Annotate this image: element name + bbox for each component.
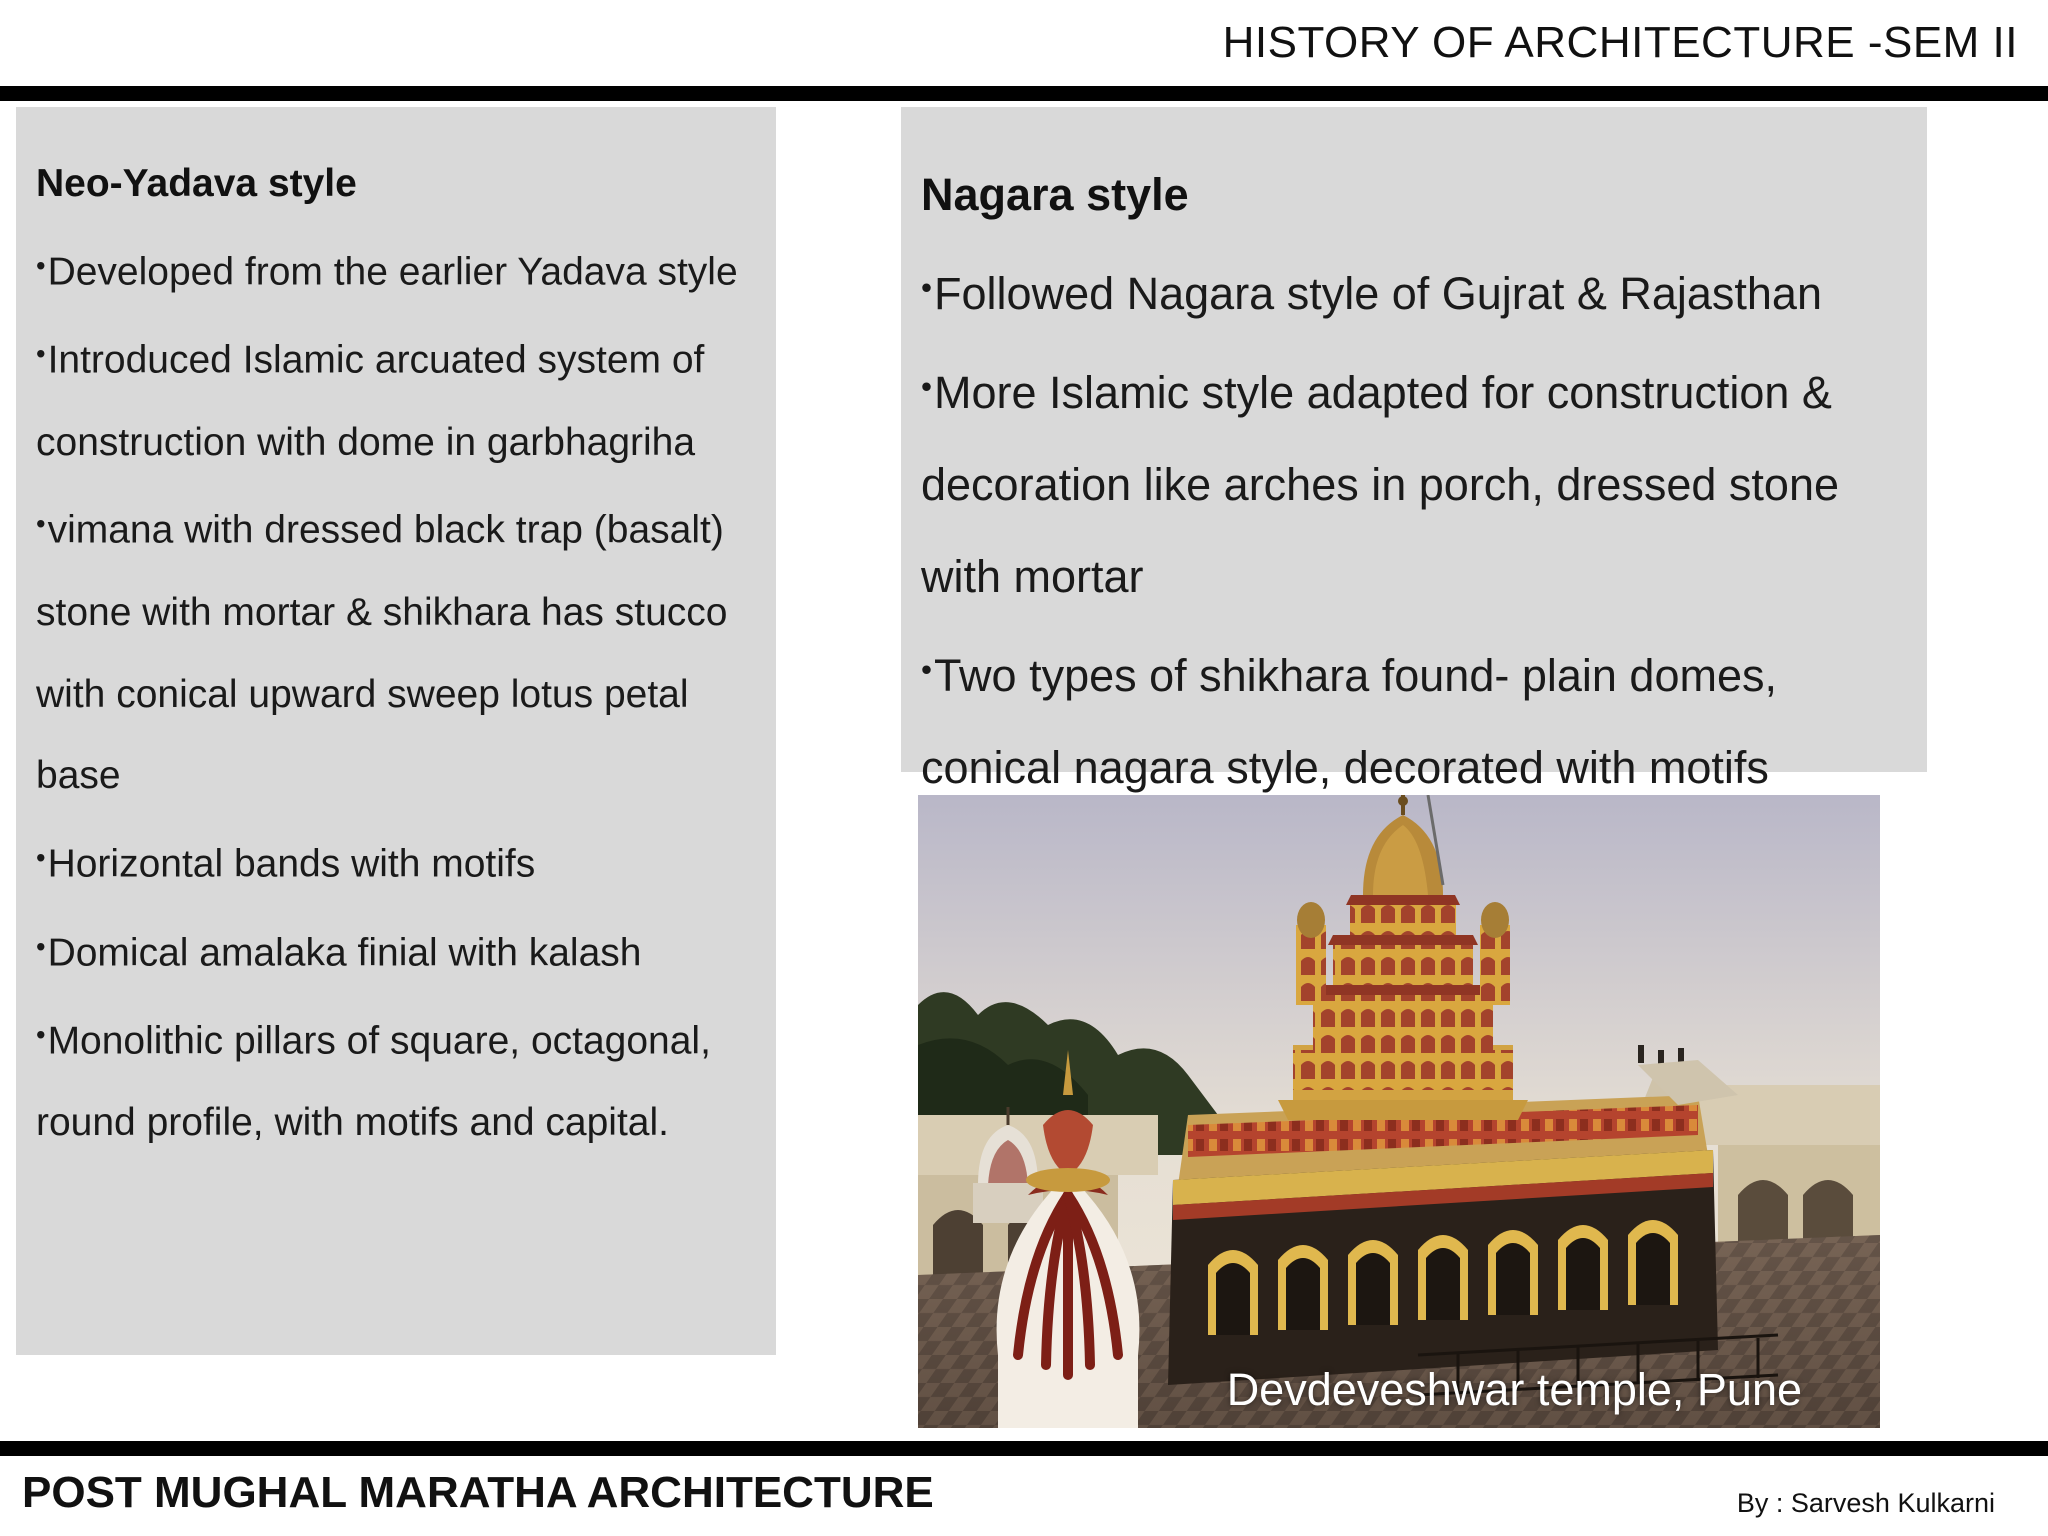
list-item: •Domical amalaka finial with kalash <box>36 930 642 975</box>
photo-caption: Devdeveshwar temple, Pune <box>1226 1364 1802 1415</box>
list-item: •Followed Nagara style of Gujrat & Rajasthan <box>921 268 1822 320</box>
bullet-icon: • <box>36 338 46 370</box>
list-item: •Introduced Islamic arcuated system of construction with dome in garbhagriha <box>36 338 705 464</box>
footer-title: POST MUGHAL MARATHA ARCHITECTURE <box>22 1468 934 1517</box>
list-item: •Horizontal bands with motifs <box>36 842 536 886</box>
neo-yadava-heading: Neo-Yadava style <box>36 162 357 205</box>
temple-photo <box>918 795 1880 1428</box>
list-item: •Developed from the earlier Yadava style <box>36 250 738 294</box>
nagara-panel <box>901 107 1927 794</box>
bullet-icon: • <box>36 842 46 874</box>
bullet-icon: • <box>36 930 46 962</box>
bullet-icon: • <box>36 508 46 540</box>
bullet-icon: • <box>921 368 933 405</box>
header-rule <box>0 86 2048 101</box>
bullet-icon: • <box>36 1018 46 1050</box>
list-item: •More Islamic style adapted for construction & decoration like arches in porch, dressed stone with mortar <box>921 367 1840 603</box>
bullet-icon: • <box>921 651 933 688</box>
nagara-list <box>921 241 1907 814</box>
page-header-title: HISTORY OF ARCHITECTURE -SEM II <box>1222 18 2018 67</box>
list-item: •Two types of shikhara found- plain domes, conical nagara style, decorated with motifs <box>921 650 1777 794</box>
bullet-icon: • <box>921 269 933 305</box>
footer-author: By : Sarvesh Kulkarni <box>1736 1488 1995 1518</box>
bullet-icon: • <box>36 250 46 281</box>
temple-illustration <box>918 795 1880 1428</box>
footer-rule <box>0 1441 2048 1456</box>
nagara-heading: Nagara style <box>921 169 1189 220</box>
neo-yadava-list <box>36 225 756 1164</box>
list-item: •vimana with dressed black trap (basalt) stone with mortar & shikhara has stucco with conical upward sweep lotus petal base <box>36 508 728 798</box>
neo-yadava-panel <box>16 107 776 1355</box>
list-item: •Monolithic pillars of square, octagonal, round profile, with motifs and capital. <box>36 1018 711 1145</box>
